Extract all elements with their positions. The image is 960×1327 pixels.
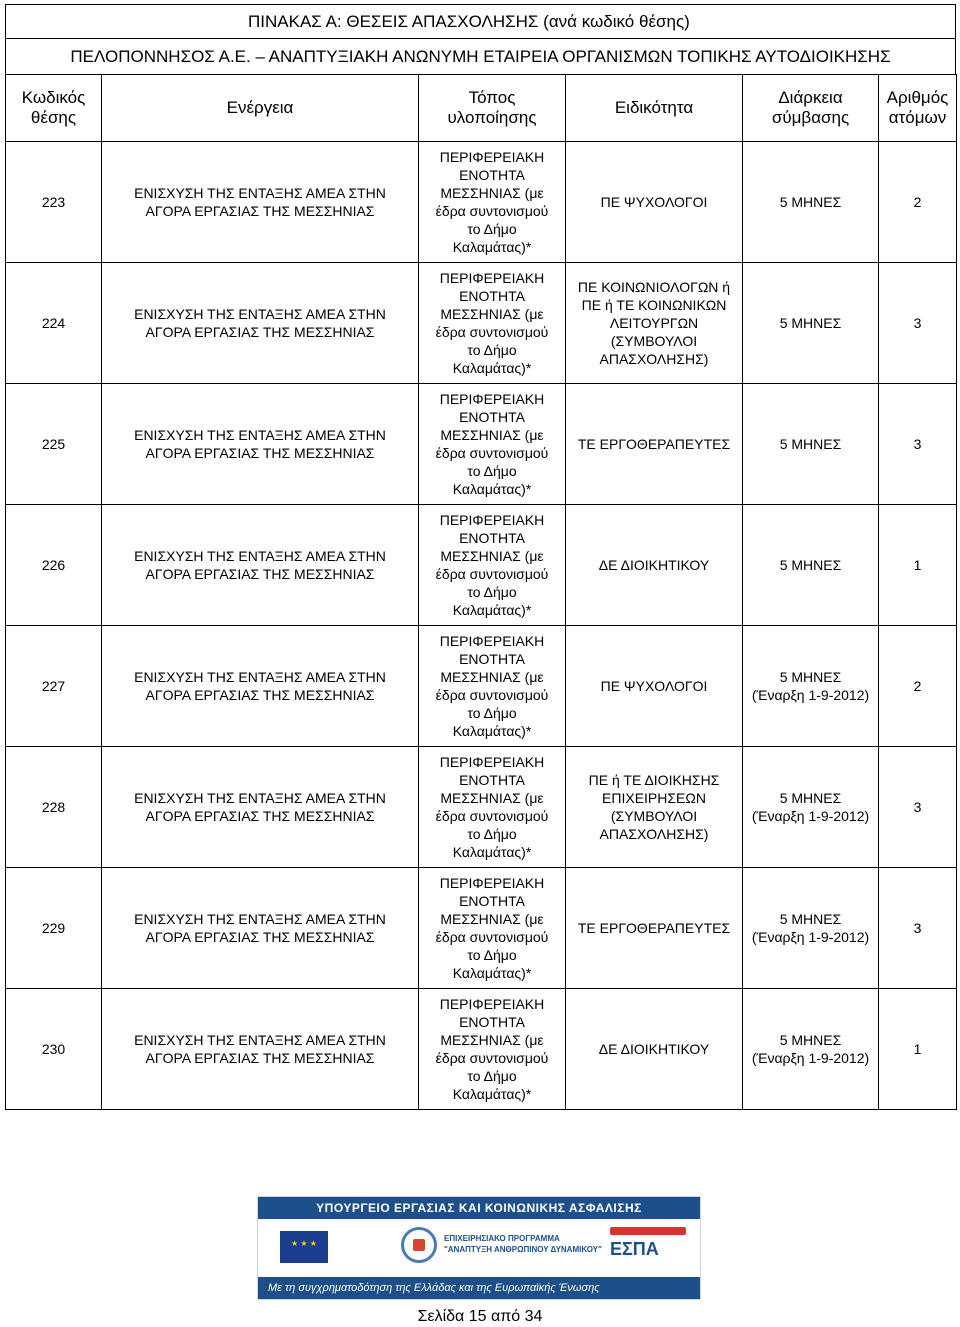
cell-code: 223	[6, 142, 102, 263]
table-row	[6, 868, 957, 989]
cell-specialty: ΠΕ ΚΟΙΝΩΝΙΟΛΟΓΩΝ ή ΠΕ ή ΤΕ ΚΟΙΝΩΝΙΚΩΝ ΛΕΙΤΟΥΡΓΩΝ (ΣΥΜΒΟΥΛΟΙ ΑΠΑΣΧΟΛΗΣΗΣ)	[566, 263, 743, 384]
cell-place: ΠΕΡΙΦΕΡΕΙΑΚΗ ΕΝΟΤΗΤΑ ΜΕΣΣΗΝΙΑΣ (με έδρα συντονισμού το Δήμο Καλαμάτας)*	[419, 747, 566, 868]
cell-place: ΠΕΡΙΦΕΡΕΙΑΚΗ ΕΝΟΤΗΤΑ ΜΕΣΣΗΝΙΑΣ (με έδρα συντονισμού το Δήμο Καλαμάτας)*	[419, 384, 566, 505]
cell-place: ΠΕΡΙΦΕΡΕΙΑΚΗ ΕΝΟΤΗΤΑ ΜΕΣΣΗΝΙΑΣ (με έδρα συντονισμού το Δήμο Καλαμάτας)*	[419, 868, 566, 989]
cell-code: 226	[6, 505, 102, 626]
header-specialty: Ειδικότητα	[566, 75, 743, 142]
cell-specialty: ΠΕ ή ΤΕ ΔΙΟΙΚΗΣΗΣ ΕΠΙΧΕΙΡΗΣΕΩΝ (ΣΥΜΒΟΥΛΟΙ ΑΠΑΣΧΟΛΗΣΗΣ)	[566, 747, 743, 868]
table-row	[6, 384, 957, 505]
cell-specialty: ΤΕ ΕΡΓΟΘΕΡΑΠΕΥΤΕΣ	[566, 868, 743, 989]
cell-action: ΕΝΙΣΧΥΣΗ ΤΗΣ ΕΝΤΑΞΗΣ ΑΜΕΑ ΣΤΗΝ ΑΓΟΡΑ ΕΡΓΑΣΙΑΣ ΤΗΣ ΜΕΣΣΗΝΙΑΣ	[102, 505, 419, 626]
cell-duration: 5 ΜΗΝΕΣ	[743, 384, 879, 505]
program-text: ΕΠΙΧΕΙΡΗΣΙΑΚΟ ΠΡΟΓΡΑΜΜΑ "ΑΝΑΠΤΥΞΗ ΑΝΘΡΩΠΙΝΟΥ ΔΥΝΑΜΙΚΟΥ"	[444, 1234, 602, 1254]
cell-action: ΕΝΙΣΧΥΣΗ ΤΗΣ ΕΝΤΑΞΗΣ ΑΜΕΑ ΣΤΗΝ ΑΓΟΡΑ ΕΡΓΑΣΙΑΣ ΤΗΣ ΜΕΣΣΗΝΙΑΣ	[102, 142, 419, 263]
co-funding-logo	[257, 1196, 701, 1300]
positions-table	[5, 74, 957, 1110]
cell-action: ΕΝΙΣΧΥΣΗ ΤΗΣ ΕΝΤΑΞΗΣ ΑΜΕΑ ΣΤΗΝ ΑΓΟΡΑ ΕΡΓΑΣΙΑΣ ΤΗΣ ΜΕΣΣΗΝΙΑΣ	[102, 747, 419, 868]
cell-count: 1	[879, 505, 957, 626]
cell-count: 3	[879, 868, 957, 989]
cell-duration: 5 ΜΗΝΕΣ	[743, 263, 879, 384]
cell-count: 2	[879, 626, 957, 747]
cell-duration: 5 ΜΗΝΕΣ (Έναρξη 1-9-2012)	[743, 747, 879, 868]
cell-action: ΕΝΙΣΧΥΣΗ ΤΗΣ ΕΝΤΑΞΗΣ ΑΜΕΑ ΣΤΗΝ ΑΓΟΡΑ ΕΡΓΑΣΙΑΣ ΤΗΣ ΜΕΣΣΗΝΙΑΣ	[102, 384, 419, 505]
cell-duration: 5 ΜΗΝΕΣ (Έναρξη 1-9-2012)	[743, 989, 879, 1110]
cell-specialty: ΠΕ ΨΥΧΟΛΟΓΟΙ	[566, 142, 743, 263]
table-subtitle: ΠΕΛΟΠΟΝΝΗΣΟΣ Α.Ε. – ΑΝΑΠΤΥΞΙΑΚΗ ΑΝΩΝΥΜΗ ΕΤΑΙΡΕΙΑ ΟΡΓΑΝΙΣΜΩΝ ΤΟΠΙΚΗΣ ΑΥΤΟΔΙΟΙΚΗΣΗΣ	[5, 38, 956, 74]
table-header-row	[6, 75, 957, 142]
cell-code: 228	[6, 747, 102, 868]
header-count: Αριθμός ατόμων	[879, 75, 957, 142]
table-row	[6, 626, 957, 747]
table-title: ΠΙΝΑΚΑΣ Α: ΘΕΣΕΙΣ ΑΠΑΣΧΟΛΗΣΗΣ (ανά κωδικό θέσης)	[5, 4, 956, 38]
cell-action: ΕΝΙΣΧΥΣΗ ΤΗΣ ΕΝΤΑΞΗΣ ΑΜΕΑ ΣΤΗΝ ΑΓΟΡΑ ΕΡΓΑΣΙΑΣ ΤΗΣ ΜΕΣΣΗΝΙΑΣ	[102, 989, 419, 1110]
header-duration: Διάρκεια σύμβασης	[743, 75, 879, 142]
cell-action: ΕΝΙΣΧΥΣΗ ΤΗΣ ΕΝΤΑΞΗΣ ΑΜΕΑ ΣΤΗΝ ΑΓΟΡΑ ΕΡΓΑΣΙΑΣ ΤΗΣ ΜΕΣΣΗΝΙΑΣ	[102, 263, 419, 384]
cell-specialty: ΤΕ ΕΡΓΟΘΕΡΑΠΕΥΤΕΣ	[566, 384, 743, 505]
ministry-banner: ΥΠΟΥΡΓΕΙΟ ΕΡΓΑΣΙΑΣ ΚΑΙ ΚΟΙΝΩΝΙΚΗΣ ΑΣΦΑΛΙΣΗΣ	[258, 1197, 700, 1219]
cell-duration: 5 ΜΗΝΕΣ (Έναρξη 1-9-2012)	[743, 626, 879, 747]
cell-count: 2	[879, 142, 957, 263]
cell-count: 3	[879, 263, 957, 384]
espa-logo: ΕΣΠΑ	[610, 1227, 686, 1267]
cell-place: ΠΕΡΙΦΕΡΕΙΑΚΗ ΕΝΟΤΗΤΑ ΜΕΣΣΗΝΙΑΣ (με έδρα συντονισμού το Δήμο Καλαμάτας)*	[419, 142, 566, 263]
cell-place: ΠΕΡΙΦΕΡΕΙΑΚΗ ΕΝΟΤΗΤΑ ΜΕΣΣΗΝΙΑΣ (με έδρα συντονισμού το Δήμο Καλαμάτας)*	[419, 505, 566, 626]
cell-duration: 5 ΜΗΝΕΣ	[743, 505, 879, 626]
cell-code: 229	[6, 868, 102, 989]
header-place: Τόπος υλοποίησης	[419, 75, 566, 142]
cell-count: 3	[879, 384, 957, 505]
cell-duration: 5 ΜΗΝΕΣ	[743, 142, 879, 263]
cell-count: 3	[879, 747, 957, 868]
cell-place: ΠΕΡΙΦΕΡΕΙΑΚΗ ΕΝΟΤΗΤΑ ΜΕΣΣΗΝΙΑΣ (με έδρα συντονισμού το Δήμο Καλαμάτας)*	[419, 626, 566, 747]
cell-code: 227	[6, 626, 102, 747]
page-number: Σελίδα 15 από 34	[417, 1308, 543, 1325]
cell-count: 1	[879, 989, 957, 1110]
cell-code: 230	[6, 989, 102, 1110]
table-body	[6, 142, 957, 1110]
cell-code: 225	[6, 384, 102, 505]
cell-specialty: ΔΕ ΔΙΟΙΚΗΤΙΚΟΥ	[566, 989, 743, 1110]
cell-place: ΠΕΡΙΦΕΡΕΙΑΚΗ ΕΝΟΤΗΤΑ ΜΕΣΣΗΝΙΑΣ (με έδρα συντονισμού το Δήμο Καλαμάτας)*	[419, 989, 566, 1110]
table-row	[6, 263, 957, 384]
espa-bar-icon	[610, 1227, 686, 1235]
header-action: Ενέργεια	[102, 75, 419, 142]
eu-flag-icon	[280, 1231, 328, 1263]
cell-action: ΕΝΙΣΧΥΣΗ ΤΗΣ ΕΝΤΑΞΗΣ ΑΜΕΑ ΣΤΗΝ ΑΓΟΡΑ ΕΡΓΑΣΙΑΣ ΤΗΣ ΜΕΣΣΗΝΙΑΣ	[102, 868, 419, 989]
table-row	[6, 505, 957, 626]
cell-specialty: ΔΕ ΔΙΟΙΚΗΤΙΚΟΥ	[566, 505, 743, 626]
cell-action: ΕΝΙΣΧΥΣΗ ΤΗΣ ΕΝΤΑΞΗΣ ΑΜΕΑ ΣΤΗΝ ΑΓΟΡΑ ΕΡΓΑΣΙΑΣ ΤΗΣ ΜΕΣΣΗΝΙΑΣ	[102, 626, 419, 747]
table-row	[6, 142, 957, 263]
header-code: Κωδικός θέσης	[6, 75, 102, 142]
logo-row	[258, 1219, 700, 1277]
cell-duration: 5 ΜΗΝΕΣ (Έναρξη 1-9-2012)	[743, 868, 879, 989]
table-row	[6, 747, 957, 868]
cell-code: 224	[6, 263, 102, 384]
table-row	[6, 989, 957, 1110]
cofunding-caption: Με τη συγχρηματοδότηση της Ελλάδας και της Ευρωπαϊκής Ένωσης	[258, 1277, 700, 1299]
program-emblem-icon	[401, 1227, 437, 1263]
cell-place: ΠΕΡΙΦΕΡΕΙΑΚΗ ΕΝΟΤΗΤΑ ΜΕΣΣΗΝΙΑΣ (με έδρα συντονισμού το Δήμο Καλαμάτας)*	[419, 263, 566, 384]
cell-specialty: ΠΕ ΨΥΧΟΛΟΓΟΙ	[566, 626, 743, 747]
